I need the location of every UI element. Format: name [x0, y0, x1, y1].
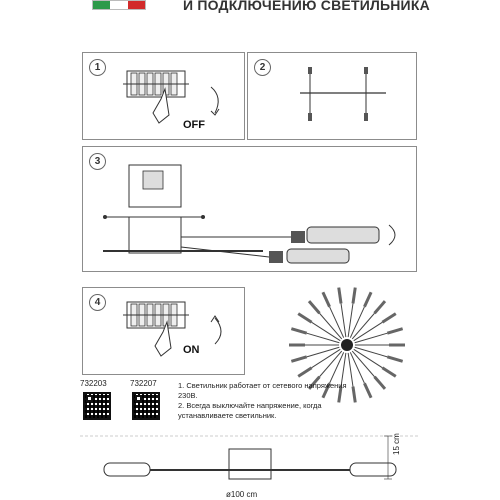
step-1-number: 1 — [89, 59, 106, 76]
step-3-number: 3 — [89, 153, 106, 170]
step-4-number: 4 — [89, 294, 106, 311]
product-code-1: 732203 — [80, 379, 107, 388]
width-dimension: ø100 cm — [226, 490, 258, 499]
off-label: OFF — [183, 119, 205, 131]
on-label: ON — [183, 344, 200, 356]
note-1: 1. Светильник работает от сетевого напряжения 230В. — [178, 381, 347, 400]
step-2-number: 2 — [254, 59, 271, 76]
product-code-2: 732207 — [130, 379, 157, 388]
height-dimension: 15 cm — [392, 433, 401, 455]
page-title: И ПОДКЛЮЧЕНИЮ СВЕТИЛЬНИКА — [183, 0, 430, 13]
note-2: 2. Всегда выключайте напряжение, когда устанавливаете светильник. — [178, 401, 322, 420]
